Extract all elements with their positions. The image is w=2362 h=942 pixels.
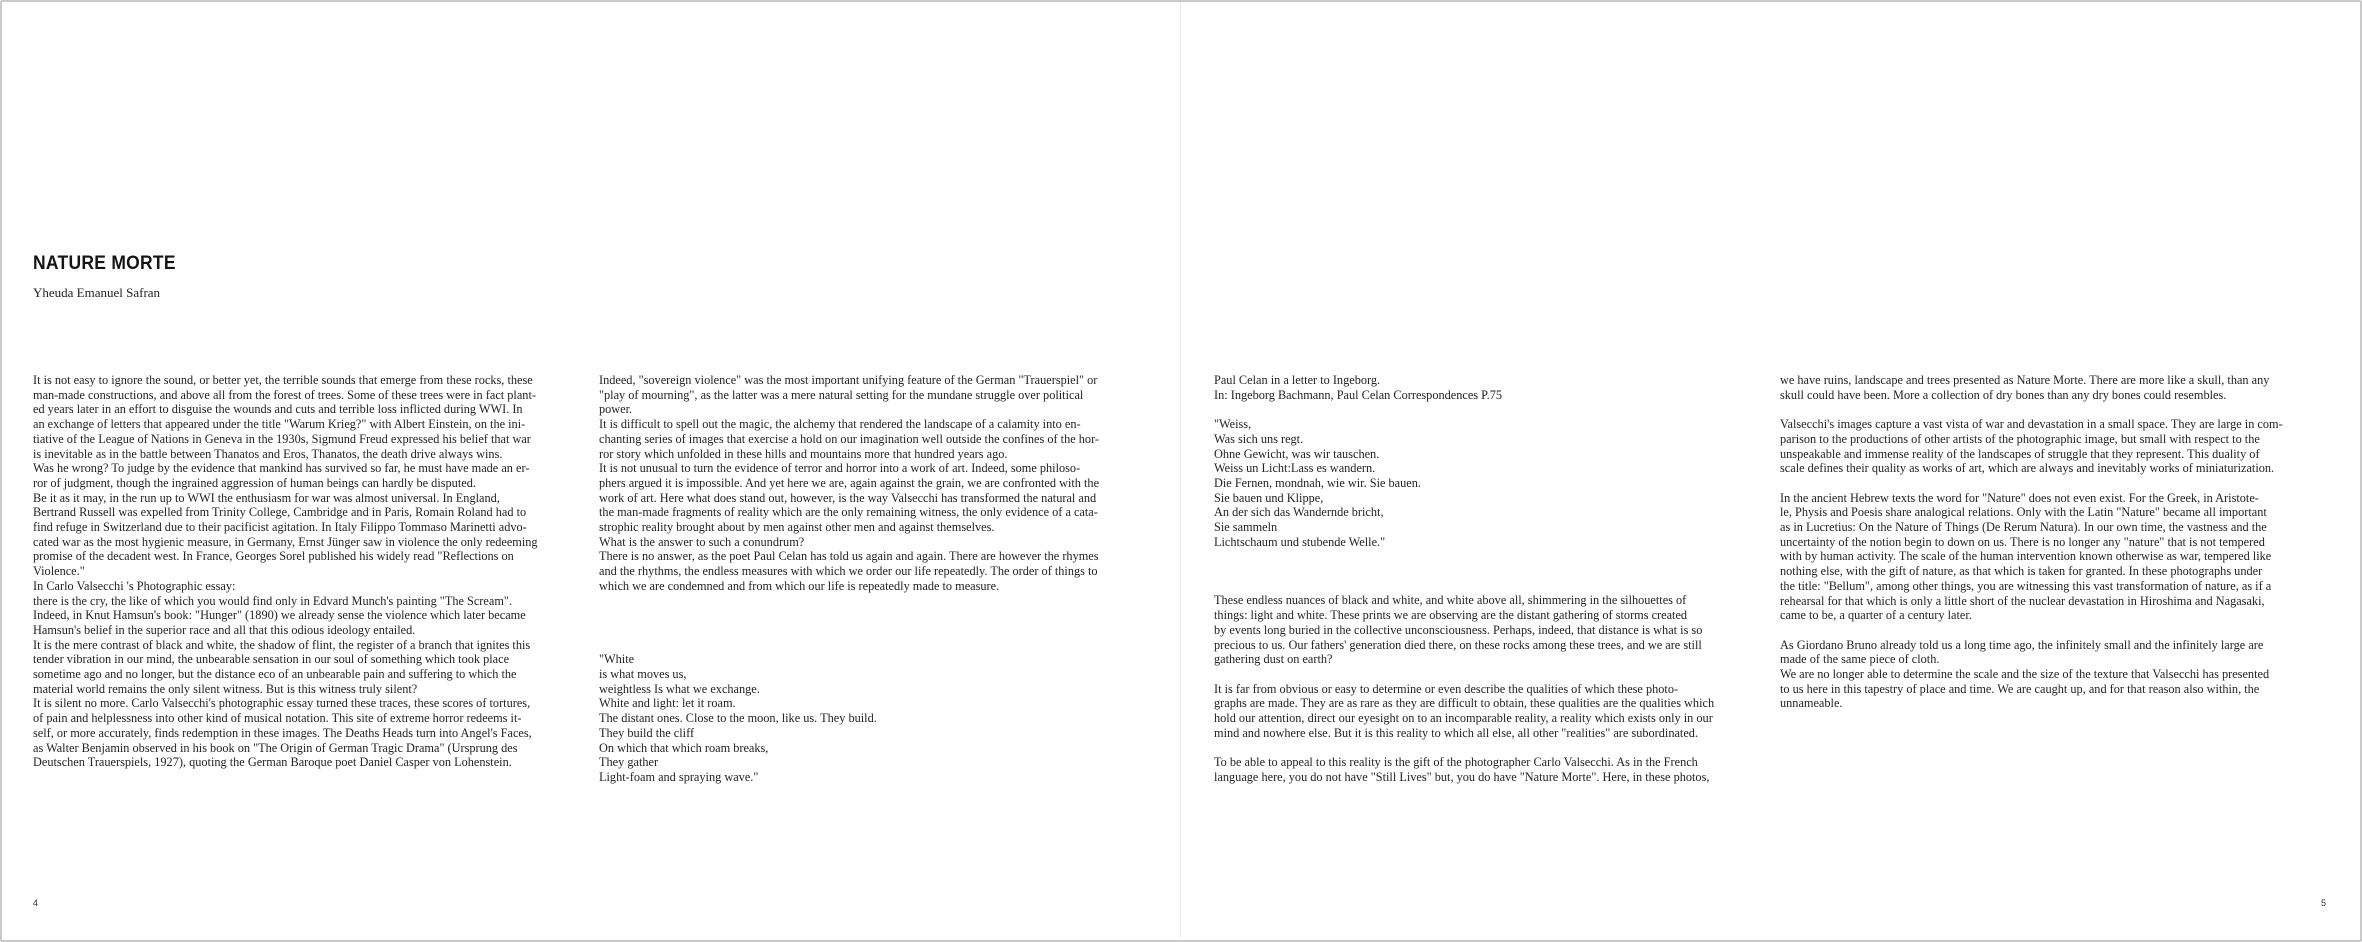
text-line: ror of judgment, though the ingrained aggression of human beings can hardly be disputed. xyxy=(33,475,476,490)
text-line: We are no longer able to determine the scale and the size of the texture that Valsecchi has presented xyxy=(1780,667,2270,682)
text-line: Valsecchi's images capture a vast vista of war and devastation in a small space. They are large in com- xyxy=(1780,417,2283,432)
blank-line xyxy=(599,608,1151,623)
text-column-2 xyxy=(599,373,1151,785)
text-line: As Giordano Bruno already told us a long time ago, the infinitely small and the infinitely large are xyxy=(1780,637,2264,652)
text-line: They gather xyxy=(599,755,659,770)
blank-line xyxy=(1214,667,1769,682)
text-line: It is silent no more. Carlo Valsecchi's photographic essay turned these traces, these scores of tortures, xyxy=(33,696,531,711)
text-line: which we are condemned and from which our life is repeatedly made to measure. xyxy=(599,578,1000,593)
text-line: phers argued it is impossible. And yet here we are, again against the grain, we are confronted with the xyxy=(599,475,1100,490)
text-line: self, or more accurately, finds redemption in these images. The Deaths Heads turn into Angel's Faces, xyxy=(33,725,532,740)
text-line: cated war as the most hygienic measure, in Germany, Ernst Jünger saw in violence the only redeeming xyxy=(33,534,538,549)
text-line: Die Fernen, mondnah, wie wir. Sie bauen. xyxy=(1214,475,1421,490)
text-line: weightless Is what we exchange. xyxy=(599,681,760,696)
blank-line xyxy=(1214,402,1769,417)
text-line: parison to the productions of other artists of the photographic image, but small with respect to the xyxy=(1780,431,2260,446)
page-number-left: 4 xyxy=(33,898,39,908)
text-line: nothing else, with the gift of nature, as that which is taken for granted. In these photographs under xyxy=(1780,564,2263,579)
text-line: Indeed, in Knut Hamsun's book: "Hunger" (1890) we already sense the violence which later became xyxy=(33,608,526,623)
article-author: Yheuda Emanuel Safran xyxy=(33,285,161,300)
page-number-right: 5 xyxy=(2321,898,2327,908)
text-line: find refuge in Switzerland due to their pacificist agitation. In Italy Filippo Tommaso Marinetti advo- xyxy=(33,520,527,535)
text-line: It is not unusual to turn the evidence of terror and horror into a work of art. Indeed, some philoso- xyxy=(599,461,1081,476)
text-line: chanting series of images that exercise a hold on our imagination well outside the confines of the hor- xyxy=(599,431,1100,446)
text-column-4 xyxy=(1780,373,2328,711)
text-line: Indeed, "sovereign violence" was the most important unifying feature of the German "Trauerspiel" or xyxy=(599,373,1098,387)
text-line: "Weiss, xyxy=(1214,417,1252,432)
text-line: These endless nuances of black and white, and white above all, shimmering in the silhouettes of xyxy=(1214,593,1687,608)
text-column-1 xyxy=(33,373,583,770)
text-line: "play of mourning", as the latter was a mere natural setting for the mundane struggle over political xyxy=(599,387,1084,402)
blank-line xyxy=(1214,564,1769,579)
text-line: Light-foam and spraying wave." xyxy=(599,769,759,784)
text-line: gathering dust on earth? xyxy=(1214,652,1333,667)
text-line: things: light and white. These prints we are observing are the distant gathering of storms created xyxy=(1214,608,1688,623)
text-line: an exchange of letters that appeared under the title "Warum Krieg?" with Albert Einstein, on the ini- xyxy=(33,417,526,432)
text-line: le, Physis and Poesis share analogical relations. Only with the Latin "Nature" became all important xyxy=(1780,505,2267,520)
text-line: promise of the decadent west. In France, Georges Sorel published his widely read "Reflections on xyxy=(33,549,514,564)
text-line: material world remains the only silent witness. But is this witness truly silent? xyxy=(33,681,418,696)
text-line: work of art. Here what does stand out, however, is the way Valsecchi has transformed the natural and xyxy=(599,490,1097,505)
text-line: unspeakable and immense reality of the landscapes of struggle that they represent. This duality of xyxy=(1780,446,2260,461)
text-line: of pain and helplessness into other kind of musical notation. This site of extreme horror redeems it- xyxy=(33,711,522,726)
text-line: skull could have been. More a collection of dry bones than any dry bones could resembles. xyxy=(1780,387,2227,402)
text-line: Bertrand Russell was expelled from Trinity College, Cambridge and in Paris, Romain Roland had to xyxy=(33,505,527,520)
text-line: To be able to appeal to this reality is the gift of the photographer Carlo Valsecchi. As in the French xyxy=(1214,755,1698,770)
blank-line xyxy=(599,623,1151,638)
text-line: ror story which unfolded in these hills and mountains more that hundred years ago. xyxy=(599,446,1008,461)
text-line: "White xyxy=(599,652,635,667)
text-line: hold our attention, direct our eyesight on to an incomparable reality, a reality which exists only in our xyxy=(1214,711,1713,726)
text-line: came to be, a quarter of a century later. xyxy=(1780,608,1972,623)
text-line: there is the cry, the like of which you would find only in Edvard Munch's painting "The Scream". xyxy=(33,593,512,608)
article-title: NATURE MORTE xyxy=(33,253,176,274)
text-line: Paul Celan in a letter to Ingeborg. xyxy=(1214,373,1381,387)
text-line: strophic reality brought about by men against other men and against themselves. xyxy=(599,520,995,535)
text-line: They build the cliff xyxy=(599,725,695,740)
text-line: tiative of the League of Nations in Geneva in the 1930s, Sigmund Freud expressed his belief that war xyxy=(33,431,531,446)
text-line: An der sich das Wandernde bricht, xyxy=(1214,505,1384,520)
blank-line xyxy=(1780,623,2328,638)
text-line: unnameable. xyxy=(1780,696,1843,711)
text-line: Be it as it may, in the run up to WWI the enthusiasm for war was almost universal. In England, xyxy=(33,490,500,505)
text-line: There is no answer, as the poet Paul Celan has told us again and again. There are however the rhymes xyxy=(599,549,1099,564)
text-line: power. xyxy=(599,402,633,417)
text-line: On which that which roam breaks, xyxy=(599,740,769,755)
text-column-3 xyxy=(1214,373,1769,785)
text-line: language here, you do not have "Still Lives" but, you do have "Nature Morte". Here, in these photos, xyxy=(1214,769,1710,784)
text-line: graphs are made. They are as rare as they are difficult to obtain, these qualities are the qualities which xyxy=(1214,696,1715,711)
text-line: It is the mere contrast of black and white, the shadow of flint, the register of a branch that ignites this xyxy=(33,637,531,652)
text-line: Sie bauen und Klippe, xyxy=(1214,490,1324,505)
text-line: man-made constructions, and above all from the forest of trees. Some of these trees were in fact plant- xyxy=(33,387,536,402)
text-line: made of the same piece of cloth. xyxy=(1780,652,1940,667)
text-line: Deutschen Trauerspiels, 1927), quoting the German Baroque poet Daniel Casper von Lohenstein. xyxy=(33,755,512,770)
text-line: It is far from obvious or easy to determine or even describe the qualities of which these photo- xyxy=(1214,681,1679,696)
blank-line xyxy=(1780,402,2328,417)
text-line: Was sich uns regt. xyxy=(1214,431,1304,446)
text-line: It is difficult to spell out the magic, the alchemy that rendered the landscape of a calamity into en- xyxy=(599,417,1081,432)
text-line: mind and nowhere else. But it is this reality to which all else, all other "realities" are subordinated. xyxy=(1214,725,1699,740)
text-line: In: Ingeborg Bachmann, Paul Celan Correspondences P.75 xyxy=(1214,387,1503,402)
text-line: Violence." xyxy=(33,564,85,579)
text-line: tender vibration in our mind, the unbearable sensation in our soul of something which took place xyxy=(33,652,510,667)
text-line: The distant ones. Close to the moon, like us. They build. xyxy=(599,711,877,726)
text-line: White and light: let it roam. xyxy=(599,696,736,711)
text-line: the title: "Bellum", among other things, you are witnessing this vast transformation of nature, as if a xyxy=(1780,578,2272,593)
text-line: Lichtschaum und stubende Welle." xyxy=(1214,534,1386,549)
text-line: uncertainty of the notion begin to down on us. There is no longer any "nature" that is not tempered xyxy=(1780,534,2265,549)
text-line: with by human activity. The scale of the human intervention known otherwise as war, tempered like xyxy=(1780,549,2272,564)
text-line: is what moves us, xyxy=(599,667,687,681)
text-line: by events long buried in the collective unconsciousness. Perhaps, indeed, that distance is what is so xyxy=(1214,622,1703,637)
text-line: as Walter Benjamin observed in his book on "The Origin of German Tragic Drama" (Ursprung des xyxy=(33,740,518,755)
text-line: It is not easy to ignore the sound, or better yet, the terrible sounds that emerge from these rocks, these xyxy=(33,373,533,387)
text-line: Sie sammeln xyxy=(1214,520,1278,535)
text-line: and the rhythms, the endless measures with which we order our life repeatedly. The order of things to xyxy=(599,564,1098,579)
text-line: to us here in this tapestry of place and time. We are caught up, and for that reason also within, the xyxy=(1780,681,2260,696)
text-line: scale defines their quality as works of art, which are always and inevitably works of miniaturization. xyxy=(1780,461,2275,476)
text-line: What is the answer to such a conundrum? xyxy=(599,534,805,549)
blank-line xyxy=(599,638,1151,653)
book-gutter xyxy=(1180,2,1181,938)
text-line: the man-made fragments of reality which are the only remaining witness, the only evidence of a cata- xyxy=(599,505,1098,520)
text-line: In Carlo Valsecchi 's Photographic essay: xyxy=(33,578,236,593)
text-line: rehearsal for that which is only a little short of the nuclear devastation in Hiroshima and Nagasaki, xyxy=(1780,593,2265,608)
text-line: precious to us. Our fathers' generation died there, on these rocks among these trees, and we are still xyxy=(1214,637,1702,652)
text-line: Weiss un Licht:Lass es wandern. xyxy=(1214,461,1376,476)
blank-line xyxy=(1780,476,2328,491)
text-line: Was he wrong? To judge by the evidence that mankind has survived so far, he must have made an er- xyxy=(33,461,530,476)
blank-line xyxy=(599,594,1151,609)
blank-line xyxy=(1214,579,1769,594)
text-line: we have ruins, landscape and trees presented as Nature Morte. There are more like a skull, than any xyxy=(1780,373,2270,387)
text-line: as in Lucretius: On the Nature of Things (De Rerum Natura). In our own time, the vastness and the xyxy=(1780,520,2267,534)
blank-line xyxy=(1214,741,1769,756)
text-line: is inevitable as in the battle between Thanatos and Eros, Thanatos, the death drive always wins. xyxy=(33,446,503,461)
text-line: sometime ago and no longer, but the distance eco of an unbearable pain and suffering to which the xyxy=(33,667,517,682)
text-line: ed years later in an effort to disguise the wounds and cuts and terrible loss inflicted during WWI. In xyxy=(33,402,523,417)
text-line: Ohne Gewicht, was wir tauschen. xyxy=(1214,446,1380,461)
text-line: In the ancient Hebrew texts the word for "Nature" does not even exist. For the Greek, in Aristote- xyxy=(1780,490,2259,505)
text-line: Hamsun's belief in the superior race and all that this odious ideology entailed. xyxy=(33,622,416,637)
blank-line xyxy=(1214,549,1769,564)
